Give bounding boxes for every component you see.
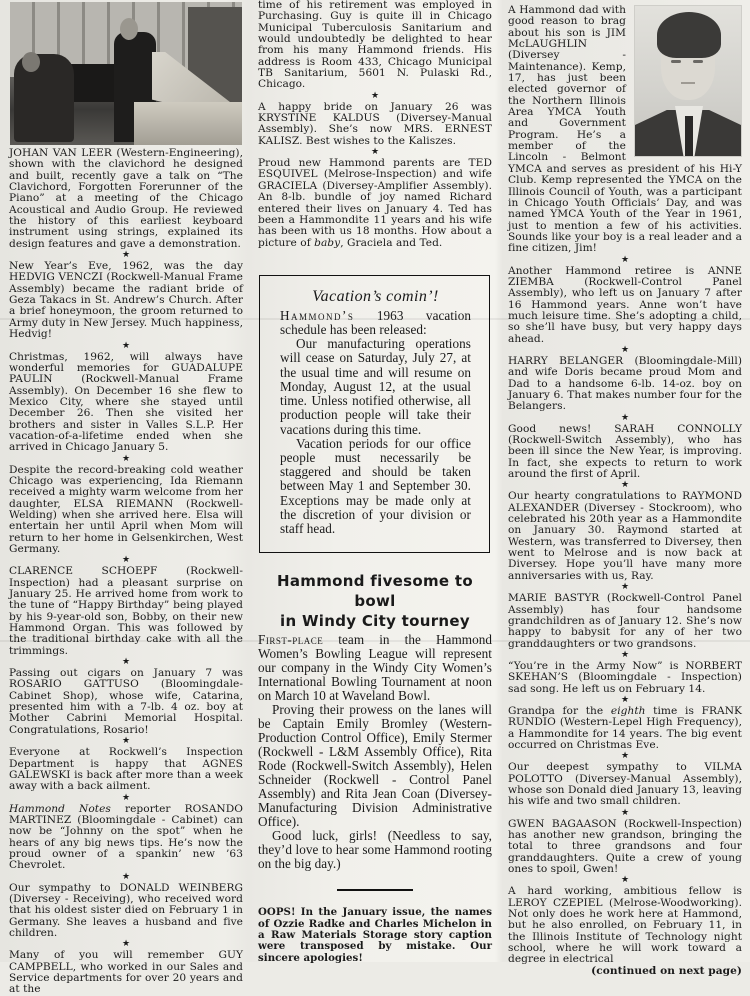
star-separator-icon: ★: [620, 875, 630, 886]
divider-rule: [337, 889, 413, 891]
star-separator-icon: ★: [370, 90, 380, 101]
star-separator-icon: ★: [121, 250, 131, 261]
news-item-weinberg: Our sympathy to DONALD WEINBERG (Diversey - Receiving), who received word that his oldest sister died on February 1 in Germany. She leaves a husband and five children.: [9, 881, 243, 939]
news-item-rundio: Grandpa for the eighth time is FRANK RUNDIO (Western-Lepel High Frequency), a Hammondite for 14 years. The big event occurred on Christmas Eve.: [508, 704, 742, 751]
news-item-connolly: Good news! SARAH CONNOLLY (Rockwell-Switch Assembly), who has been ill since the New Year, is improving. In fact, she expects to return to work around the first of April.: [508, 422, 742, 481]
news-item-campbell-continued: time of his retirement was employed in Purchasing. Guy is quite ill in Chicago Municipal Tuberculosis Sanitarium and would undoubtedly be delighted to hear from his many Hammond friends. His address is Room 433, Chicago Municipal TB Sanitarium, 5601 N. Pulaski Rd., Chicago.: [258, 0, 492, 91]
news-item-alexander: Our hearty congratulations to RAYMOND ALEXANDER (Diversey - Stockroom), who celebrated his 20th year as a Hammondite on January 30. Raymond started at Western, was transferred to Diversey, then went to Melrose and is now back at Diversey. Hope you’ll have many more anniversaries with us, Ray.: [508, 490, 742, 582]
news-item-bastyr: MARIE BASTYR (Rockwell-Control Panel Assembly) has four handsome grandchildren as of January 12. She’s now happy to babysit for any of her two granddaughters or two grandsons.: [508, 592, 742, 650]
star-separator-icon: ★: [121, 657, 131, 668]
news-item-skehan: “You’re in the Army Now” is NORBERT SKEHAN’S (Bloomingdale - Inspection) sad song. He left us on February 14.: [508, 659, 742, 695]
star-separator-icon: ★: [620, 694, 630, 705]
star-separator-icon: ★: [121, 736, 131, 747]
column-right: [508, 0, 742, 977]
vacation-announcement-box: [259, 275, 490, 553]
column-left: [9, 0, 243, 996]
oops-correction-notice: OOPS! In the January issue, the names of Ozzie Radke and Charles Michelon in a Raw Materials Storage story caption were transposed by mistake. Our sincere apologies!: [258, 906, 492, 964]
star-separator-icon: ★: [620, 649, 630, 660]
vacation-box-title: Vacation’s comin’!: [312, 287, 439, 305]
vacation-office: Vacation periods for our office people must necessarily be staggered and should be taken between May 1 and September 30. Exceptions may be made only at the discretion of your division or staff head.: [280, 435, 471, 536]
news-item-kaldus: A happy bride on January 26 was KRYSTINE KALDUS (Diversey-Manual Assembly). She’s now MRS. ERNEST KALISZ. Best wishes to the Kaliszes.: [258, 100, 492, 147]
news-item-belanger: HARRY BELANGER (Bloomingdale-Mill) and wife Doris became proud Mom and Dad to a handsome 6-lb. 14-oz. boy on January 6. That makes number four for the Belangers.: [508, 354, 742, 413]
column-middle: [258, 0, 492, 964]
star-separator-icon: ★: [620, 412, 630, 423]
news-item-czepiel: A hard working, ambitious fellow is LEROY CZEPIEL (Melrose-Woodworking). Not only does he work here at Hammond, but he also enrolled, on February 11, in the Illinois Institute of Technology night school, where he will work toward a degree in electrical: [508, 885, 742, 966]
news-item-polotto: Our deepest sympathy to VILMA POLOTTO (Diversey-Manual Assembly), whose son Donald died January 13, leaving his wife and two small children.: [508, 761, 742, 808]
news-item-galewski: Everyone at Rockwell’s Inspection Department is happy that AGNES GALEWSKI is back after more than a week away with a back ailment.: [9, 746, 243, 793]
news-item-esquivel: Proud new Hammond parents are TED ESQUIVEL (Melrose-Inspection) and wife GRACIELA (Diversey-Amplifier Assembly). An 8-lb. bundle of joy named Richard entered their lives on January 4. Ted has been a Hammondite 11 years and his wife has been with us 18 months. How about a picture of baby, Graciela and Ted.: [258, 157, 492, 249]
star-separator-icon: ★: [370, 147, 380, 158]
news-item-riemann: Despite the record-breaking cold weather Chicago was experiencing, Ida Riemann received a mighty warm welcome from her daughter, ELSA RIEMANN (Rockwell-Welding) when she arrived here. Elsa will entertain her until April when Mom will return to her home in Gelsenkirchen, West Germany.: [9, 463, 243, 555]
kemp-mclaughlin-portrait: [634, 5, 742, 157]
bowling-headline: Hammond fivesome to bowl in Windy City tourney: [277, 572, 473, 631]
star-separator-icon: ★: [620, 751, 630, 762]
star-separator-icon: ★: [121, 555, 131, 566]
news-item-schoepf: CLARENCE SCHOEPF (Rockwell-Inspection) had a pleasant surprise on January 25. He arrived home from work to the tune of “Happy Birthday” being played by his 9-year-old son, Bobby, on their new Hammond Organ. This was followed by the traditional birthday cake with all the trimmings.: [9, 565, 243, 657]
clavichord-photo: [10, 2, 242, 145]
news-item-gattuso: Passing out cigars on January 7 was ROSARIO GATTUSO (Bloomingdale-Cabinet Shop), whose wife, Catarina, presented him with a 7-lb. 4 oz. boy at Mother Cabrini Memorial Hospital. Congratulations, Rosario!: [9, 667, 243, 736]
news-item-paulin: Christmas, 1962, will always have wonderful memories for GUADALUPE PAULIN (Rockwell-Manual Frame Assembly). On December 16 she flew to Mexico City, where she stayed until December 26. Then she visited her brothers and sister in Valles S.L.P. Her vacation-of-a-lifetime ended when she arrived in Chicago January 5.: [9, 350, 243, 454]
news-item-campbell: Many of you will remember GUY CAMPBELL, who worked in our Sales and Service departments for over 20 years and at the: [9, 949, 243, 996]
star-separator-icon: ★: [121, 792, 131, 803]
news-item-mclaughlin: A Hammond dad with good reason to brag about his son is JIM McLAUGHLIN (Diversey - Maintenance). Kemp, 17, has just been elected governor of the Northern Illinois Area YMCA Youth and Government Program. He’s a member of the Lincoln - Belmont YMCA and serves as president of his Hi-Y Club. Kemp represented the YMCA on the Illinois Council of Youth, was a participant in Chicago Youth Officials’ Day, and was named YMCA Youth of the Year in 1961, just to mention a few of his activities. Sounds like your boy is a real leader and a fine citizen, Jim!: [508, 4, 742, 255]
star-separator-icon: ★: [121, 340, 131, 351]
publication-name: Hammond Notes: [9, 802, 111, 815]
bowling-paragraph-2: Proving their prowess on the lanes will be Captain Emily Bromley (Western-Production Control Office), Emily Stermer (Rockwell - L&M Assembly Office), Rita Rode (Rockwell-Switch Assembly), Helen Schneider (Rockwell - Control Panel Assembly) and Rita Jean Coan (Diversey-Manufacturing Division Administrative Office).: [258, 702, 492, 830]
news-item-bagaason: GWEN BAGAASON (Rockwell-Inspection) has another new grandson, bringing the total to three grandsons and four granddaughters. Quite a crew of young ones to spoil, Gwen!: [508, 817, 742, 876]
star-separator-icon: ★: [620, 582, 630, 593]
news-item-ziemba: Another Hammond retiree is ANNE ZIEMBA (Rockwell-Control Panel Assembly), who left us on January 7 after 16 Hammond years. Anne won’t have much leisure time. She’s adopting a child, so she’ll have busy, but very happy days ahead.: [508, 264, 742, 345]
star-separator-icon: ★: [620, 254, 630, 265]
news-item-martinez: Hammond Notes reporter ROSANDO MARTINEZ (Bloomingdale - Cabinet) can now be “Johnny on the spot” when he hears of any big news tips. He’s now the proud owner of a spankin’ new ’63 Chevrolet.: [9, 802, 243, 872]
star-separator-icon: ★: [620, 807, 630, 818]
star-separator-icon: ★: [121, 939, 131, 950]
star-separator-icon: ★: [121, 453, 131, 464]
bowling-article: [258, 633, 492, 871]
star-separator-icon: ★: [121, 871, 131, 882]
vacation-intro: Hammond’s 1963 vacation schedule has been released:: [280, 307, 471, 338]
star-separator-icon: ★: [620, 344, 630, 355]
news-item-venczi: New Year’s Eve, 1962, was the day HEDVIG VENCZI (Rockwell-Manual Frame Assembly) became the radiant bride of Geza Takacs in St. Andrew’s Church. After a brief honeymoon, the groom returned to Army duty in New Jersey. Much happiness, Hedvig!: [9, 260, 243, 341]
bowling-paragraph-1: First-place team in the Hammond Women’s Bowling League will represent our company in the Windy City Women’s International Bowling Tournament at noon on March 10 at Waveland Bowl.: [258, 632, 492, 704]
bowling-paragraph-3: Good luck, girls! (Needless to say, they’d love to hear some Hammond rooting on the big day.): [258, 828, 492, 872]
photo-caption-van-leer: JOHAN VAN LEER (Western-Engineering), shown with the clavichord he designed and built, recently gave a talk on “The Clavichord, Forgotten Forerunner of the Piano” at a meeting of the Chicago Acoustical and Audio Group. He reviewed the history of this earliest keyboard instrument using strings, explained its design features and gave a demonstration.: [9, 147, 243, 250]
vacation-manufacturing: Our manufacturing operations will cease on Saturday, July 27, at the usual time and will resume on Monday, August 12, at the usual time. Unless notified otherwise, all production people will take their vacations during this time.: [280, 336, 471, 437]
star-separator-icon: ★: [620, 480, 630, 491]
continued-on-next-page[interactable]: (continued on next page): [591, 964, 742, 977]
